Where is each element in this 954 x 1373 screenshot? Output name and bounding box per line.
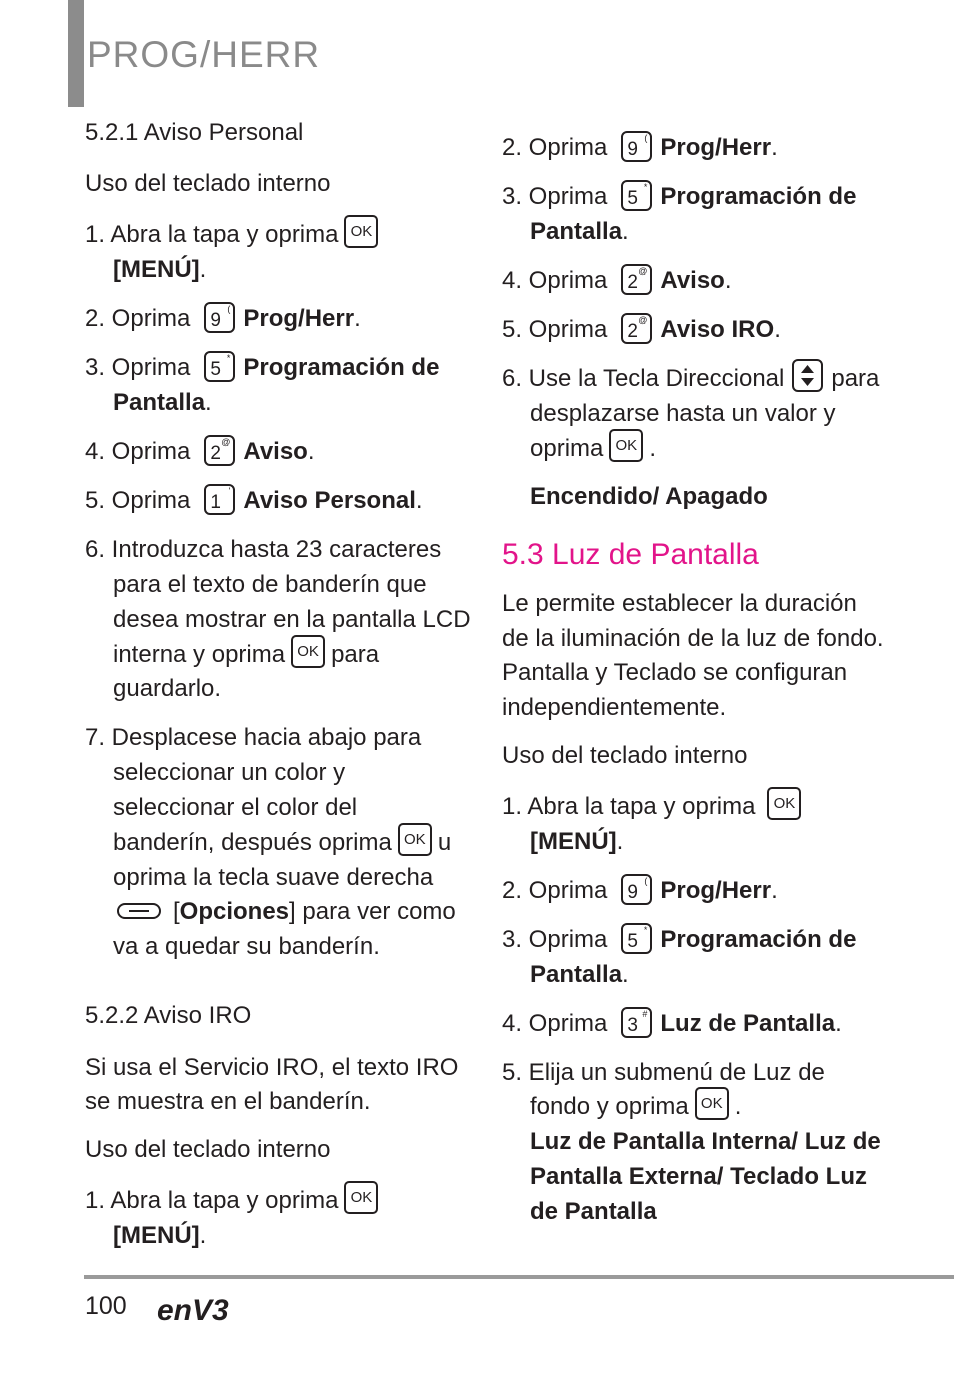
pantalla-label: Pantalla bbox=[530, 961, 623, 988]
pantalla-label: Pantalla bbox=[113, 389, 206, 416]
logo-text: enV3 bbox=[157, 1294, 229, 1327]
step-text: 3. Oprima bbox=[502, 183, 608, 210]
luz-desc-2: de la iluminación de la luz de fondo. bbox=[502, 625, 884, 652]
key-1-icon: 1 ' bbox=[204, 484, 235, 515]
ok-key-icon: OK bbox=[344, 1181, 378, 1214]
step-4-line: 4. Oprima 2 @ Aviso. bbox=[85, 437, 315, 465]
luz-options-2: Pantalla Externa/ Teclado Luz bbox=[530, 1163, 867, 1190]
menu-label: [MENÚ] bbox=[530, 828, 617, 855]
step-5-line: 5. Oprima 1 ' Aviso Personal. bbox=[85, 486, 423, 514]
programacion-label: Programación de bbox=[660, 926, 857, 953]
r-step-4-line: 4. Oprima 2 @ Aviso. bbox=[502, 266, 732, 294]
env3-logo bbox=[157, 1288, 237, 1328]
uso-teclado-heading: Uso del teclado interno bbox=[85, 170, 331, 197]
luz-step-3-cont: Pantalla. bbox=[530, 961, 629, 988]
r-step-6-line-3: oprima OK . bbox=[530, 431, 656, 466]
programacion-label: Programación de bbox=[660, 183, 857, 210]
footer-rule bbox=[84, 1275, 954, 1279]
key-2-icon: 2 @ bbox=[204, 435, 235, 466]
luz-step-1-line bbox=[502, 789, 807, 824]
iro-paragraph-1: Si usa el Servicio IRO, el texto IRO bbox=[85, 1054, 459, 1081]
step-7-line-6: [Opciones] para ver como bbox=[113, 894, 456, 929]
step-text: banderín, después oprima bbox=[113, 829, 392, 856]
luz-step-4-line: 4. Oprima 3 # Luz de Pantalla. bbox=[502, 1009, 842, 1037]
step-6-line-1: 6. Introduzca hasta 23 caracteres bbox=[85, 536, 442, 563]
step-text: 1. Abra la tapa y oprima bbox=[502, 793, 756, 820]
programacion-label: Programación de bbox=[243, 354, 440, 381]
step-3-line bbox=[85, 350, 439, 385]
step-text: 3. Oprima bbox=[85, 354, 191, 381]
luz-desc-4: independientemente. bbox=[502, 694, 727, 721]
key-5-icon: 5 * bbox=[621, 180, 652, 211]
step-text: 5. Oprima bbox=[85, 487, 191, 514]
aviso-label: Aviso bbox=[660, 267, 725, 294]
step-6-line-3: desea mostrar en la pantalla LCD bbox=[113, 606, 471, 633]
r-step-6-line-2: desplazarse hasta un valor y bbox=[530, 400, 836, 427]
soft-key-right-icon bbox=[117, 903, 161, 919]
menu-label: [MENÚ] bbox=[113, 1222, 200, 1249]
opciones-label: Opciones bbox=[179, 898, 290, 925]
luz-options-1: Luz de Pantalla Interna/ Luz de bbox=[530, 1128, 881, 1155]
luz-step-2-line: 2. Oprima 9 ( Prog/Herr. bbox=[502, 876, 778, 904]
ok-key-icon: OK bbox=[695, 1087, 729, 1120]
step-text: 2. Oprima bbox=[502, 877, 608, 904]
key-2-icon: 2 @ bbox=[621, 313, 652, 344]
luz-step-5-line-2: fondo y oprima OK . bbox=[530, 1089, 741, 1124]
step-text: 1. Abra la tapa y oprima bbox=[85, 1187, 339, 1214]
ok-key-icon: OK bbox=[291, 635, 325, 668]
step-text: 4. Oprima bbox=[85, 438, 191, 465]
step-6-line-2: para el texto de banderín que bbox=[113, 571, 427, 598]
step-3-cont: Pantalla. bbox=[113, 389, 212, 416]
ok-key-icon: OK bbox=[609, 429, 643, 462]
step-7-line-5: oprima la tecla suave derecha bbox=[113, 864, 434, 891]
key-5-icon: 5 * bbox=[204, 351, 235, 382]
luz-step-5-line-1: 5. Elija un submenú de Luz de bbox=[502, 1059, 825, 1086]
luz-step-1-menu: [MENÚ]. bbox=[530, 828, 624, 855]
luz-desc-1: Le permite establecer la duración bbox=[502, 590, 857, 617]
r-step-3-cont: Pantalla. bbox=[530, 218, 629, 245]
prog-herr-label: Prog/Herr bbox=[243, 305, 355, 332]
section-5-2-2-title: 5.2.2 Aviso IRO bbox=[85, 1002, 252, 1029]
step-text: 5. Oprima bbox=[502, 316, 608, 343]
luz-de-pantalla-label: Luz de Pantalla bbox=[660, 1010, 836, 1037]
step-text: 4. Oprima bbox=[502, 1010, 608, 1037]
step-7-line-7: va a quedar su banderín. bbox=[113, 933, 380, 960]
r-step-5-line: 5. Oprima 2 @ Aviso IRO. bbox=[502, 315, 781, 343]
iro-step-1-menu: [MENÚ]. bbox=[113, 1222, 207, 1249]
page-number: 100 bbox=[85, 1292, 127, 1320]
step-text: 2. Oprima bbox=[85, 305, 191, 332]
step-1-menu bbox=[113, 252, 206, 287]
step-1-line bbox=[85, 217, 384, 252]
luz-step-3-line bbox=[502, 922, 856, 957]
aviso-iro-label: Aviso IRO bbox=[660, 316, 775, 343]
r-step-3-line bbox=[502, 179, 856, 214]
prog-herr-label: Prog/Herr bbox=[660, 134, 772, 161]
key-3-icon: 3 # bbox=[621, 1007, 652, 1038]
step-text: fondo y oprima bbox=[530, 1093, 689, 1120]
step-text: 3. Oprima bbox=[502, 926, 608, 953]
step-7-line-3: seleccionar el color del bbox=[113, 794, 358, 821]
section-5-2-1-title: 5.2.1 Aviso Personal bbox=[85, 119, 304, 146]
section-5-3-title: 5.3 Luz de Pantalla bbox=[502, 538, 759, 571]
key-5-icon: 5 * bbox=[621, 923, 652, 954]
step-7-line-2: seleccionar un color y bbox=[113, 759, 346, 786]
step-6-line-5: guardarlo. bbox=[113, 675, 222, 702]
iro-paragraph-2: se muestra en el banderín. bbox=[85, 1088, 371, 1115]
step-text: 4. Oprima bbox=[502, 267, 608, 294]
r-step-2-line: 2. Oprima 9 ( Prog/Herr. bbox=[502, 133, 778, 161]
prog-herr-label: Prog/Herr bbox=[660, 877, 772, 904]
key-2-icon: 2 @ bbox=[621, 264, 652, 295]
aviso-personal-label: Aviso Personal bbox=[243, 487, 416, 514]
navigation-key-icon bbox=[792, 359, 823, 392]
aviso-label: Aviso bbox=[243, 438, 308, 465]
step-text: 1. Abra la tapa y oprima bbox=[85, 221, 339, 248]
ok-key-icon: OK bbox=[767, 787, 801, 820]
step-text: 2. Oprima bbox=[502, 134, 608, 161]
punct: . bbox=[199, 256, 207, 283]
header-bar bbox=[68, 0, 84, 107]
iro-step-1-line bbox=[85, 1183, 384, 1218]
step-text: para bbox=[331, 641, 380, 668]
step-6-line-4 bbox=[113, 637, 379, 672]
key-9-icon: 9 ( bbox=[204, 302, 235, 333]
pantalla-label: Pantalla bbox=[530, 218, 623, 245]
key-9-icon: 9 ( bbox=[621, 874, 652, 905]
luz-options-3: de Pantalla bbox=[530, 1198, 657, 1225]
step-text: oprima bbox=[530, 435, 604, 462]
step-text: para bbox=[831, 365, 880, 392]
uso-teclado-heading-2: Uso del teclado interno bbox=[85, 1136, 331, 1163]
step-text: u bbox=[437, 829, 452, 856]
step-text: 6. Use la Tecla Direccional bbox=[502, 365, 785, 392]
ok-key-icon: OK bbox=[344, 215, 378, 248]
step-7-line-4 bbox=[113, 825, 451, 860]
page-header-title: PROG/HERR bbox=[87, 34, 321, 75]
step-2-line: 2. Oprima 9 ( Prog/Herr. bbox=[85, 304, 361, 332]
menu-label: [MENÚ] bbox=[113, 256, 200, 283]
luz-desc-3: Pantalla y Teclado se configuran bbox=[502, 659, 848, 686]
uso-teclado-heading-3: Uso del teclado interno bbox=[502, 742, 748, 769]
step-7-line-1: 7. Desplacese hacia abajo para bbox=[85, 724, 422, 751]
key-9-icon: 9 ( bbox=[621, 131, 652, 162]
r-step-6-line-1 bbox=[502, 361, 879, 396]
r-step-6-options: Encendido/ Apagado bbox=[530, 483, 768, 510]
ok-key-icon: OK bbox=[398, 823, 432, 856]
step-text: interna y oprima bbox=[113, 641, 286, 668]
